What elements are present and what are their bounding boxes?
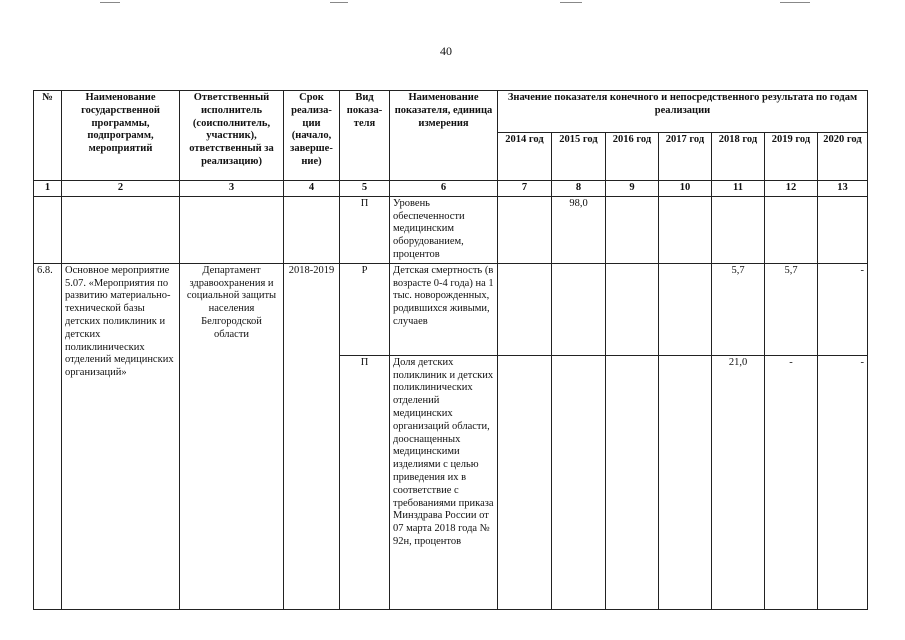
col-number: 13 bbox=[818, 181, 868, 197]
value-cell bbox=[498, 263, 552, 355]
scan-artifact bbox=[100, 2, 120, 3]
header-year: 2018 год bbox=[712, 133, 765, 181]
header-name: Наименование государственной программы, подпрограмм, мероприятий bbox=[62, 91, 180, 181]
table-row bbox=[34, 196, 868, 263]
header-term: Срок реализа-ции (начало, заверше-ние) bbox=[284, 91, 340, 181]
table-row bbox=[34, 263, 868, 355]
indicator-type: П bbox=[340, 196, 390, 263]
col-number: 12 bbox=[765, 181, 818, 197]
col-number: 7 bbox=[498, 181, 552, 197]
value-cell: 21,0 bbox=[712, 355, 765, 609]
scan-artifact bbox=[560, 2, 582, 3]
value-cell bbox=[552, 263, 606, 355]
value-cell: 5,7 bbox=[765, 263, 818, 355]
row-number: 6.8. bbox=[34, 263, 62, 609]
col-number: 5 bbox=[340, 181, 390, 197]
value-cell bbox=[818, 196, 868, 263]
value-cell bbox=[606, 196, 659, 263]
value-cell bbox=[498, 196, 552, 263]
indicator-name: Детская смертность (в возрасте 0-4 года) на 1 тыс. новорожденных, родившихся живыми, случаев bbox=[390, 263, 498, 355]
value-cell bbox=[552, 355, 606, 609]
header-executor: Ответственный исполнитель (соисполнитель, участник), ответственный за реализацию) bbox=[180, 91, 284, 181]
header-year: 2014 год bbox=[498, 133, 552, 181]
indicator-type: П bbox=[340, 355, 390, 609]
executor: Департамент здравоохранения и социальной защиты населения Белгородской области bbox=[180, 263, 284, 609]
col-number: 4 bbox=[284, 181, 340, 197]
page-number: 40 bbox=[440, 44, 452, 58]
header-no: № bbox=[34, 91, 62, 181]
value-cell: - bbox=[765, 355, 818, 609]
value-cell bbox=[659, 263, 712, 355]
scan-artifact bbox=[780, 2, 810, 3]
value-cell: - bbox=[818, 263, 868, 355]
cell-empty bbox=[34, 196, 62, 263]
scan-artifact bbox=[330, 2, 348, 3]
cell-empty bbox=[284, 196, 340, 263]
value-cell bbox=[659, 196, 712, 263]
value-cell bbox=[606, 355, 659, 609]
col-number: 8 bbox=[552, 181, 606, 197]
col-number: 3 bbox=[180, 181, 284, 197]
program-table bbox=[33, 90, 868, 610]
col-number: 1 bbox=[34, 181, 62, 197]
col-number: 6 bbox=[390, 181, 498, 197]
value-cell bbox=[659, 355, 712, 609]
header-year: 2019 год bbox=[765, 133, 818, 181]
program-name: Основное мероприятие 5.07. «Мероприятия по развитию материально-технической базы детских поликлиник и детских поликлинических отделений медицинских организаций» bbox=[62, 263, 180, 609]
header-type: Вид показа-теля bbox=[340, 91, 390, 181]
header-indicator: Наименование показателя, единица измерения bbox=[390, 91, 498, 181]
header-year: 2015 год bbox=[552, 133, 606, 181]
value-cell bbox=[498, 355, 552, 609]
value-cell: 5,7 bbox=[712, 263, 765, 355]
cell-empty bbox=[180, 196, 284, 263]
col-number: 11 bbox=[712, 181, 765, 197]
header-year: 2016 год bbox=[606, 133, 659, 181]
value-cell: 98,0 bbox=[552, 196, 606, 263]
indicator-name: Доля детских поликлиник и детских поликлинических отделений медицинских организаций области, дооснащенных медицинскими изделиями с целью приведения их в соответствие с требованиями приказа Минздрава России от 07 марта 2018 года № 92н, процентов bbox=[390, 355, 498, 609]
col-number: 10 bbox=[659, 181, 712, 197]
value-cell bbox=[712, 196, 765, 263]
value-cell: - bbox=[818, 355, 868, 609]
indicator-name: Уровень обеспеченности медицинским оборудованием, процентов bbox=[390, 196, 498, 263]
value-cell bbox=[606, 263, 659, 355]
col-number: 9 bbox=[606, 181, 659, 197]
value-cell bbox=[765, 196, 818, 263]
col-number: 2 bbox=[62, 181, 180, 197]
header-year: 2020 год bbox=[818, 133, 868, 181]
indicator-type: Р bbox=[340, 263, 390, 355]
term: 2018-2019 bbox=[284, 263, 340, 609]
header-values-group: Значение показателя конечного и непосредственного результата по годам реализации bbox=[498, 91, 868, 133]
header-year: 2017 год bbox=[659, 133, 712, 181]
cell-empty bbox=[62, 196, 180, 263]
